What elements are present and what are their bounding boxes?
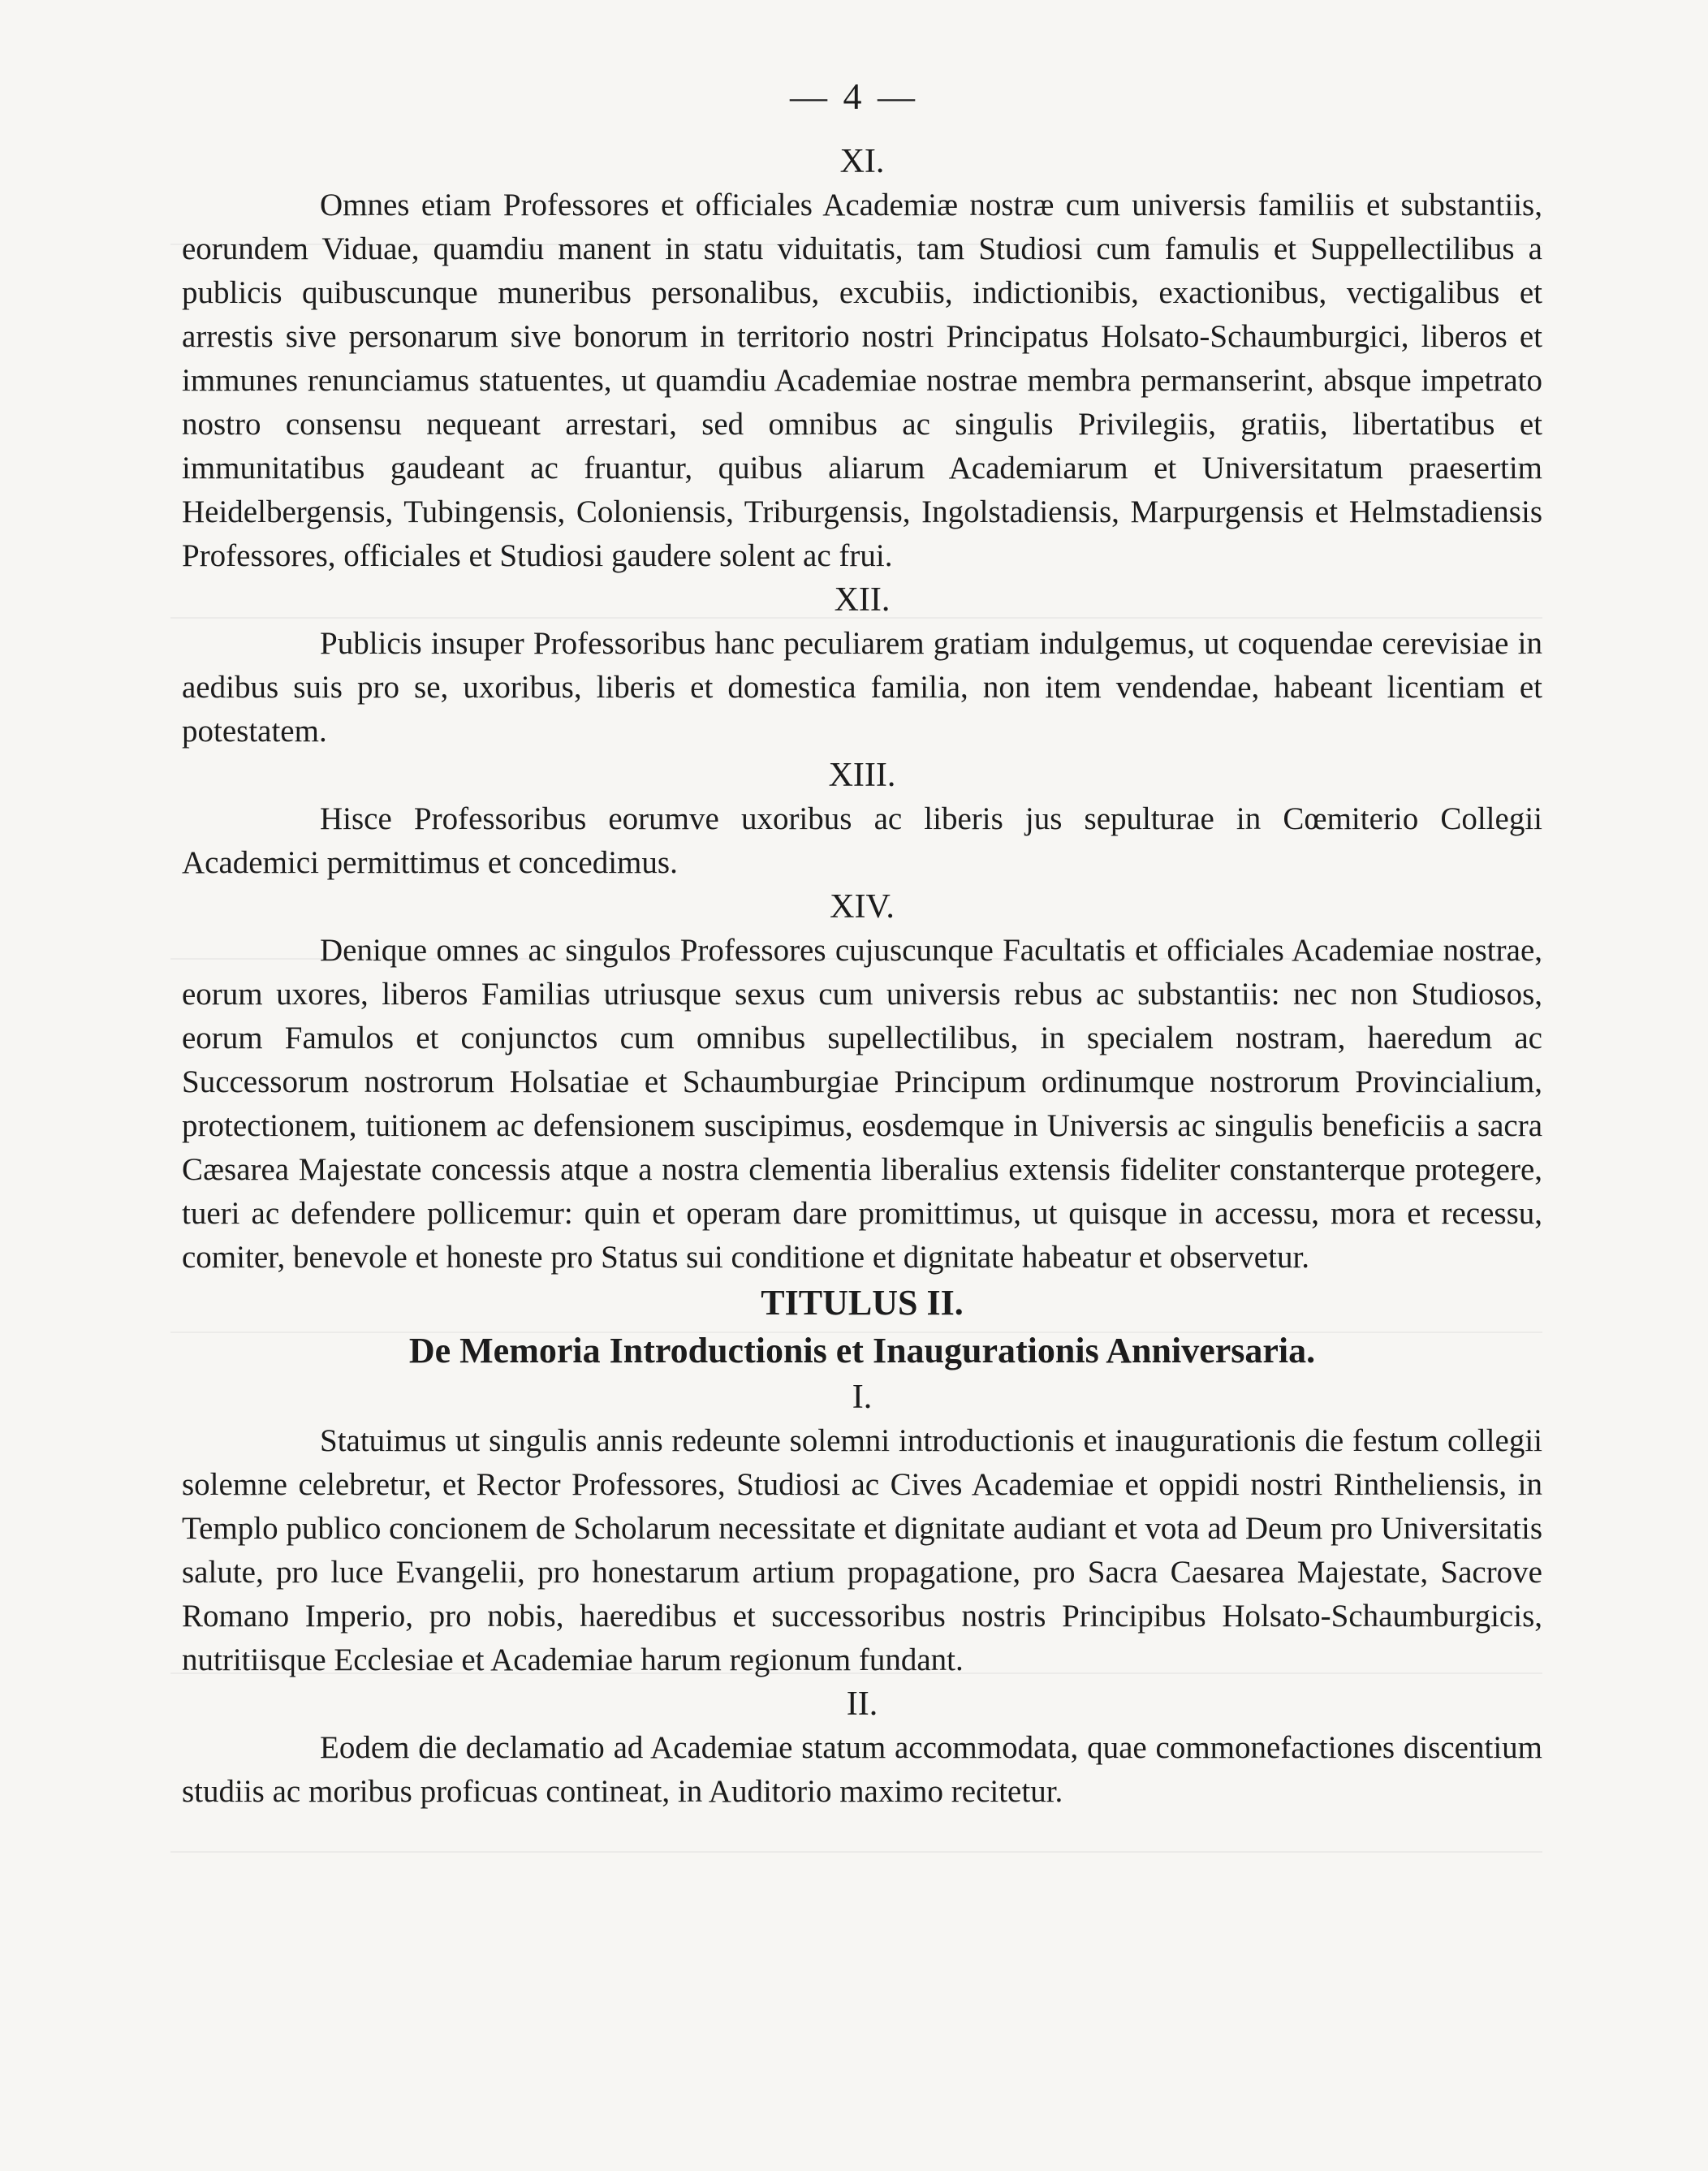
main-text: [182, 140, 1542, 1814]
titulus-heading: TITULUS II.: [761, 1283, 964, 1323]
titulus-subtitle: De Memoria Introductionis et Inaugurationis Anniversaria.: [408, 1331, 1316, 1370]
section-heading-xii: XII.: [834, 581, 891, 619]
show-through-line: [170, 1851, 1542, 1853]
titulus-section-text-i: Statuimus ut singulis annis redeunte solemni introductionis et inaugurationis die festum collegii solemne celebretur, et Rector Professores, Studiosi ac Cives Academiae et oppidi nostri Rintheliensis, in Templo publico concionem de Scholarum necessitate et dignitate audiant et vota ad Deum pro Universitatis salute, pro luce Evangelii, pro honestarum artium propagatione, pro Sacra Caesarea Majestate, Sacrove Romano Imperio, pro nobis, haeredibus et successoribus nostris Principibus Holsato-Schaumburgicis, nutritiisque Ecclesiae et Academiae harum regionum fundant.: [182, 1423, 1542, 1677]
section-heading-xiv: XIV.: [830, 888, 895, 926]
section-text-xiv: Denique omnes ac singulos Professores cujuscunque Facultatis et officiales Academiae nostrae, eorum uxores, liberos Familias utriusque sexus cum universis rebus ac substantiis: nec non Studiosos, eorum Famulos et conjunctos cum omnibus supellectilibus, in specialem nostram, haeredum ac Successorum nostrorum Holsatiae et Schaumburgiae Principum ordinumque nostrorum Provincialium, protectionem, tuitionem ac defensionem suscipimus, eosdemque in Universis ac singulis beneficiis a sacra Cæsarea Majestate concessis atque a nostra clementia liberalius extensis fideliter constanterque protegere, tueri ac defendere pollicemur: quin et operam dare promittimus, ut quisque in accessu, mora et recessu, comiter, benevole et honeste pro Status sui conditione et dignitate habeatur et observetur.: [182, 933, 1542, 1275]
page-number: — 4 —: [790, 76, 918, 117]
titulus-section-text-ii: Eodem die declamatio ad Academiae statum accommodata, quae commonefactiones discentium studiis ac moribus proficuas contineat, in Auditorio maximo recitetur.: [182, 1730, 1542, 1809]
section-text-xiii: Hisce Professoribus eorumve uxoribus ac liberis jus sepulturae in Cœmiterio Collegii Academici permittimus et concedimus.: [182, 801, 1542, 880]
section-text-xii: Publicis insuper Professoribus hanc peculiarem gratiam indulgemus, ut coquendae cerevisiae in aedibus suis pro se, uxoribus, liberis et domestica familia, non item vendendae, habeant licentiam et potestatem.: [182, 626, 1542, 749]
section-heading-xiii: XIII.: [828, 757, 896, 794]
titulus-section-heading-ii: II.: [846, 1685, 878, 1723]
titulus-section-heading-i: I.: [852, 1379, 873, 1416]
section-heading-xi: XI.: [839, 143, 885, 180]
section-text-xi: Omnes etiam Professores et officiales Academiæ nostræ cum universis familiis et substantiis, eorundem Viduae, quamdiu manent in statu viduitatis, tam Studiosi cum famulis et Suppellectilibus a publicis quibuscunque muneribus personalibus, excubiis, indictionibis, exactionibus, vectigalibus et arrestis sive personarum sive bonorum in territorio nostri Principatus Holsato-Schaumburgici, liberos et immunes renunciamus statuentes, ut quamdiu Academiae nostrae membra permanserint, absque impetrato nostro consensu nequeant arrestari, sed omnibus ac singulis Privilegiis, gratiis, libertatibus et immunitatibus gaudeant ac fruantur, quibus aliarum Academiarum et Universitatum praesertim Heidelbergensis, Tubingensis, Coloniensis, Triburgensis, Ingolstadiensis, Marpurgensis et Helmstadiensis Professores, officiales et Studiosi gaudere solent ac frui.: [182, 188, 1542, 573]
